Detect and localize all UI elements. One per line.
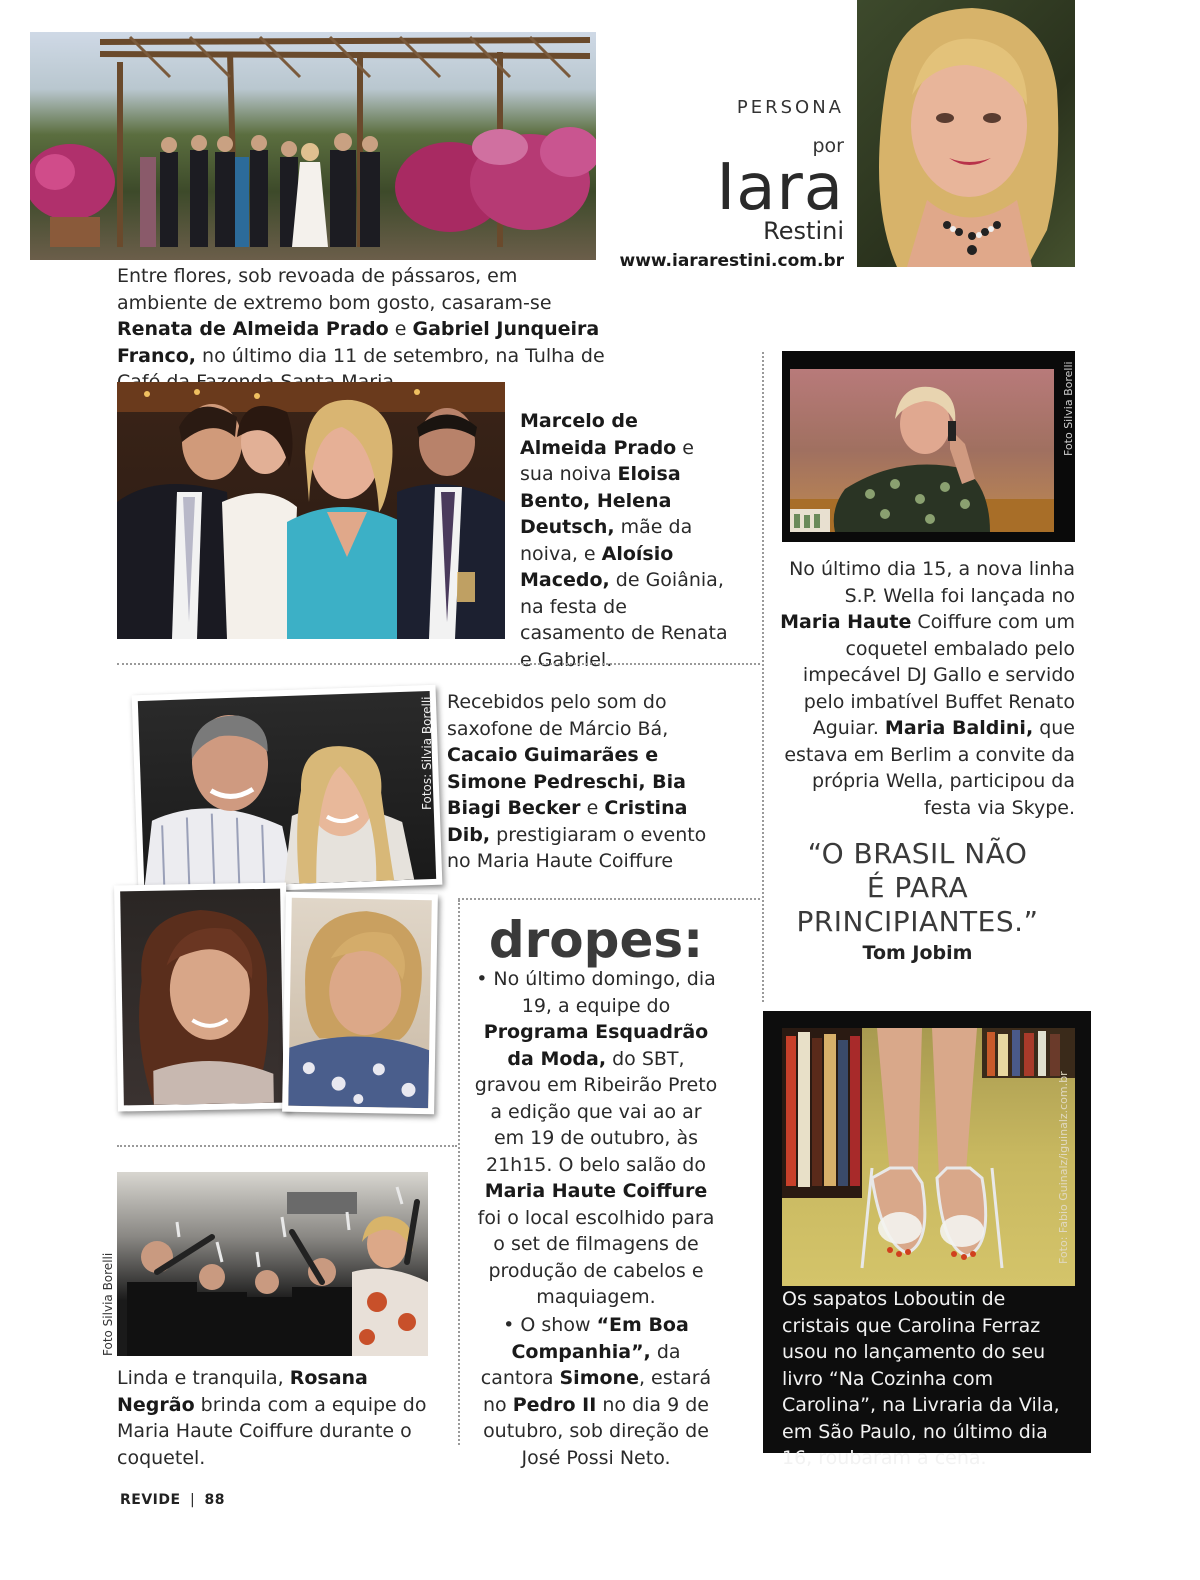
divider-left-1 — [117, 663, 760, 665]
section-label: PERSONA — [736, 97, 844, 118]
dropes-item-1-text-e: foi o local escolhido para o set de filmagens de produção de cabelos e maquiagem. — [477, 1206, 715, 1308]
dropes-item-2-show: “Em Boa Companhia”, — [511, 1314, 689, 1363]
caption-name-eloisa: Eloisa Bento, Helena Deutsch, — [520, 463, 681, 538]
toast-group-photo — [117, 1172, 428, 1356]
byline-por: por — [812, 135, 844, 157]
dropes-item-1-program: Programa Esquadrão da Moda, — [483, 1021, 709, 1070]
dropes-item-1-salon: Maria Haute Coiffure — [484, 1180, 708, 1202]
sax-caption-names-1: Cacaio Guimarães e Simone Pedreschi, Bia Biagi Becker — [447, 744, 687, 819]
wedding-caption-text: Entre flores, sob revoada de pássaros, em ambiente de extremo bom gosto, casaram-se — [117, 265, 552, 314]
toast-photo-credit: Foto Silvia Borelli — [101, 1252, 115, 1356]
dropes-item-1-text-a: • No último domingo, dia 19, a equipe do — [476, 968, 716, 1017]
divider-vertical-mid — [458, 900, 460, 1445]
footer-separator: | — [189, 1492, 196, 1508]
dropes-item-2-singer: Simone — [559, 1367, 639, 1389]
divider-vertical-right — [762, 352, 764, 1002]
wella-caption-salon: Maria Haute — [780, 611, 912, 633]
caption-name-marcelo: Marcelo de Almeida Prado — [520, 410, 677, 459]
sax-photo-credit: Fotos: Silvia Borelli — [420, 696, 434, 810]
wedding-caption-tail: no último dia 11 de setembro, na Tulha de — [202, 344, 605, 367]
dropes-item-1-text-c: do SBT, gravou em Ribeirão Preto a edição que vai ao ar em 19 de outubro, às 21h15. O belo salão do — [474, 1047, 718, 1176]
dropes-item-2-text-a: • O show — [503, 1314, 597, 1336]
page-number: 88 — [204, 1492, 226, 1508]
skype-photo-credit: Foto Silvia Borelli — [1062, 361, 1075, 456]
wedding-ceremony-photo — [30, 32, 596, 260]
author-portrait-illustration — [857, 0, 1075, 267]
sax-caption-names-2: Cristina Dib, — [447, 797, 688, 846]
family-caption — [520, 408, 730, 673]
divider-mid — [458, 898, 760, 900]
sax-caption-and: e — [580, 797, 605, 819]
wedding-caption-and: e — [388, 318, 413, 340]
family-party-illustration — [117, 382, 505, 639]
dropes-item-2-text-e: , estará no — [483, 1367, 712, 1416]
dropes-item-2 — [474, 1312, 718, 1471]
couple-illustration — [138, 691, 436, 889]
caption-name-aloisio: Aloísio Macedo, — [520, 542, 674, 591]
pull-quote: “O BRASIL NÃO É PARA PRINCIPIANTES.” — [796, 837, 1039, 938]
bride-name: Renata de Almeida Prado — [117, 318, 389, 340]
dropes-heading: dropes: — [488, 911, 704, 969]
divider-left-2 — [117, 1145, 457, 1147]
author-first-name: Iara — [716, 151, 844, 225]
groom-name: Gabriel Junqueira Franco, — [117, 318, 600, 367]
wella-caption-text-2: Coiffure com um coquetel embalado pelo impecável DJ Gallo e servido pelo imbatível Buffet Renato Aguiar. — [802, 611, 1075, 739]
wedding-scene-illustration — [30, 32, 596, 260]
toast-caption — [117, 1365, 437, 1471]
toast-group-illustration — [117, 1172, 428, 1356]
sax-caption-text-3: prestigiaram o evento no Maria Haute Coiffure — [447, 823, 707, 872]
wella-caption-text-3: que estava em Berlim a convite da própria Wella, participou da festa via Skype. — [784, 717, 1075, 819]
family-party-photo — [117, 382, 505, 639]
woman-brunette-illustration — [120, 889, 284, 1106]
dropes-item-2-text-g: no dia 9 de outubro, sob direção de José Possi Neto. — [483, 1393, 709, 1469]
author-portrait — [857, 0, 1075, 267]
wella-caption-text-1: No último dia 15, a nova linha S.P. Wella foi lançada no — [789, 558, 1075, 607]
shoes-photo-credit: Foto: Fabio Guinalz/iguinalz.com.br — [1057, 1071, 1070, 1264]
woman-blonde-illustration — [288, 898, 432, 1108]
woman-brunette-photo — [114, 883, 290, 1112]
dropes-item-1 — [474, 966, 718, 1311]
toast-caption-text-2: brinda com a equipe do Maria Haute Coiffure durante o coquetel. — [117, 1393, 427, 1469]
author-website: www.iararestini.com.br — [619, 251, 844, 271]
author-last-name: Restini — [763, 217, 844, 245]
page-footer — [120, 1492, 225, 1508]
family-caption-text-2: mãe da noiva, e — [520, 516, 693, 565]
crystal-shoes-photo — [782, 1028, 1075, 1286]
woman-blonde-photo — [282, 892, 438, 1115]
sax-caption — [447, 689, 715, 875]
crystal-shoes-illustration — [782, 1028, 1075, 1286]
shoes-feature-box — [763, 1011, 1091, 1469]
toast-caption-name: Rosana Negrão — [117, 1367, 368, 1416]
skype-call-illustration — [790, 369, 1054, 532]
dropes-item-2-text-c: da cantora — [480, 1340, 681, 1389]
magazine-name: REVIDE — [120, 1492, 181, 1508]
dropes-item-2-venue: Pedro II — [512, 1393, 597, 1416]
skype-call-photo — [782, 351, 1075, 542]
couple-photo — [132, 685, 443, 895]
wella-caption-name: Maria Baldini, — [884, 717, 1034, 739]
sax-caption-text-1: Recebidos pelo som do saxofone de Márcio Bá, — [447, 691, 669, 740]
family-caption-text-3: de Goiânia, na festa de casamento de Renata e Gabriel. — [520, 569, 728, 671]
wella-caption — [780, 556, 1075, 821]
toast-caption-text-1: Linda e tranquila, — [117, 1367, 290, 1389]
wedding-caption — [117, 263, 607, 396]
pull-quote-author: Tom Jobim — [862, 942, 973, 964]
shoes-caption: Os sapatos Loboutin de cristais que Carolina Ferraz usou no lançamento do seu livro “Na Cozinha com Carolina”, na Livraria da Vila, em São Paulo, no último dia 16, roubaram a cena. — [782, 1288, 1060, 1469]
family-caption-text-1: e sua noiva — [520, 436, 694, 485]
